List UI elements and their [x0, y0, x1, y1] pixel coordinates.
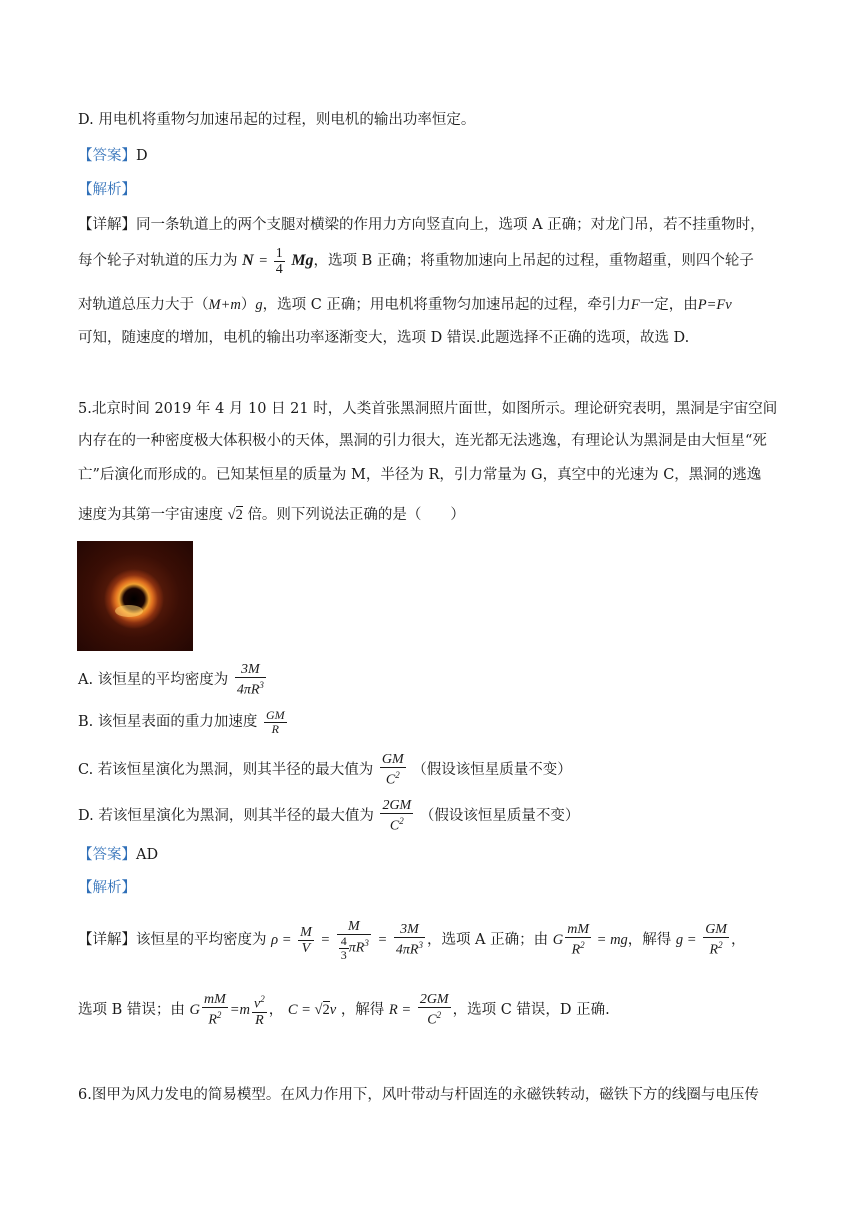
q5-option-b	[78, 707, 289, 737]
q5-answer	[78, 845, 158, 865]
comma: ，	[268, 1002, 284, 1018]
q4-detail-line-3	[78, 295, 732, 315]
formula-M-over-V: $\frac{M}{V}$	[300, 924, 312, 956]
formula-mM-over-R2: $\frac{mM}{R^2}$	[567, 922, 590, 958]
option-text: （假设该恒星质量不变）	[419, 807, 580, 824]
detail-text: 该恒星的平均密度为	[136, 932, 267, 948]
formula-GM-over-C2: $\frac{GM}{C^2}$	[381, 752, 404, 788]
q4-answer	[78, 146, 148, 166]
q4-analysis-tag: 【解析】	[78, 182, 136, 198]
formula-g-equals: g =	[675, 932, 697, 948]
formula-equals: =	[258, 253, 272, 269]
detail-text: ，选项 A 正确；由	[426, 932, 549, 948]
formula-equals: =m	[229, 1002, 251, 1018]
formula-M-plus-m: M+m	[208, 297, 241, 313]
black-hole-image	[77, 541, 193, 651]
formula-mM-over-R2-b: $\frac{mM}{R^2}$	[203, 992, 226, 1028]
detail-text: 对轨道总压力大于（	[78, 297, 209, 313]
q4-option-d: D. 用电机将重物匀加速吊起的过程，则电机的输出功率恒定。	[78, 112, 476, 128]
q5-stem-line-2: 内存在的一种密度极大体积极小的天体，黑洞的引力很大，连光都无法逃逸，有理论认为黑洞是由大恒星“死	[78, 433, 767, 449]
formula-sqrt2: √2	[227, 507, 243, 523]
q5-option-c	[78, 752, 572, 788]
formula-Mg: Mg	[291, 252, 314, 269]
formula-GM-over-R: $\frac{GM}{R}$	[265, 707, 285, 736]
formula-v2-over-R: $\frac{v^2}{R}$	[254, 994, 265, 1028]
detail-text: 一定，由	[639, 297, 698, 313]
formula-equals: =	[320, 932, 331, 948]
q5-stem-line-1: 5.北京时间 2019 年 4 月 10 日 21 时，人类首张黑洞照片面世，如图所示。理论研究表明，黑洞是宇宙空间	[78, 401, 778, 417]
formula-2GM-over-C2: $\frac{2GM}{C^2}$	[382, 798, 412, 834]
detail-tag: 【详解】	[78, 217, 136, 233]
formula-mg: = mg	[593, 932, 628, 948]
answer-value: D	[136, 148, 148, 164]
q4-detail-line-1	[78, 215, 765, 235]
q5-stem-line-3: 亡”后演化而形成的。已知某恒星的质量为 M，半径为 R，引力常量为 G，真空中的光速为 C，黑洞的逃逸	[78, 467, 762, 483]
formula-C-sqrt2v: C = √2v	[287, 1002, 337, 1018]
q5-stem-line-4	[78, 505, 465, 525]
stem-text: 倍。则下列说法正确的是（ ）	[247, 507, 465, 523]
answer-value: AD	[136, 847, 159, 863]
formula-3M-over-4piR3: $\frac{3M}{4\pi R^3}$	[395, 922, 423, 958]
option-text: D. 若该恒星演化为黑洞，则其半径的最大值为	[78, 807, 374, 824]
q5-option-d	[78, 798, 579, 834]
detail-tag: 【详解】	[78, 932, 136, 948]
formula-g: g	[255, 297, 263, 313]
formula-N: N	[242, 252, 254, 269]
formula-G: G	[189, 1002, 200, 1018]
formula-density: $\frac{3M}{4\pi R^3}$	[236, 662, 264, 698]
formula-G: G	[552, 932, 564, 948]
formula-quarter: $\frac{1}{4}$	[275, 245, 283, 277]
option-text: C. 若该恒星演化为黑洞，则其半径的最大值为	[78, 761, 374, 778]
formula-rho: ρ =	[271, 932, 292, 948]
answer-tag: 【答案】	[78, 847, 136, 863]
detail-text: ，选项 C 错误，D 正确.	[452, 1002, 610, 1018]
detail-text: 同一条轨道上的两个支腿对横梁的作用力方向竖直向上，选项 A 正确；对龙门吊，若不挂重物时，	[136, 217, 765, 233]
detail-text: ，选项 C 正确；用电机将重物匀加速吊起的过程，牵引力	[262, 297, 631, 313]
comma: ，	[730, 932, 746, 948]
q5-analysis-tag: 【解析】	[78, 880, 136, 896]
q5-detail-line-2	[78, 990, 610, 1030]
formula-R-equals: R =	[388, 1002, 412, 1018]
q6-stem-line-1: 6.图甲为风力发电的简易模型。在风力作用下，风叶带动与杆固连的永磁铁转动，磁铁下方的线圈与电压传	[78, 1087, 759, 1103]
option-text: B. 该恒星表面的重力加速度	[78, 714, 258, 730]
formula-2GM-over-C2-b: $\frac{2GM}{C^2}$	[419, 992, 449, 1028]
stem-text: 速度为其第一宇宙速度	[78, 507, 223, 523]
q4-detail-line-2	[78, 243, 754, 279]
formula-F: F	[630, 297, 640, 313]
option-text: A. 该恒星的平均密度为	[78, 671, 229, 688]
detail-text: ，解得	[340, 1002, 385, 1018]
detail-text: 每个轮子对轨道的压力为	[78, 253, 238, 269]
detail-text: ，选项 B 正确；将重物加速向上吊起的过程，重物超重，则四个轮子	[313, 253, 754, 269]
formula-P-Fv: P=Fv	[697, 297, 732, 313]
q4-detail-line-4: 可知，随速度的增加，电机的输出功率逐渐变大，选项 D 错误.此题选择不正确的选项，故选 D.	[78, 330, 690, 346]
detail-text: ，解得	[627, 932, 672, 948]
detail-text: ）	[240, 297, 256, 313]
q5-detail-line-1	[78, 912, 745, 968]
formula-GM-over-R2: $\frac{GM}{R^2}$	[705, 922, 727, 958]
q5-option-a	[78, 662, 268, 698]
option-text: （假设该恒星质量不变）	[412, 761, 572, 778]
formula-equals: =	[377, 932, 388, 948]
answer-tag: 【答案】	[78, 148, 136, 164]
detail-text: 选项 B 错误；由	[78, 1002, 185, 1018]
formula-M-over-volume: M $\frac{4}{3}$ $\pi R^3$	[337, 919, 371, 962]
